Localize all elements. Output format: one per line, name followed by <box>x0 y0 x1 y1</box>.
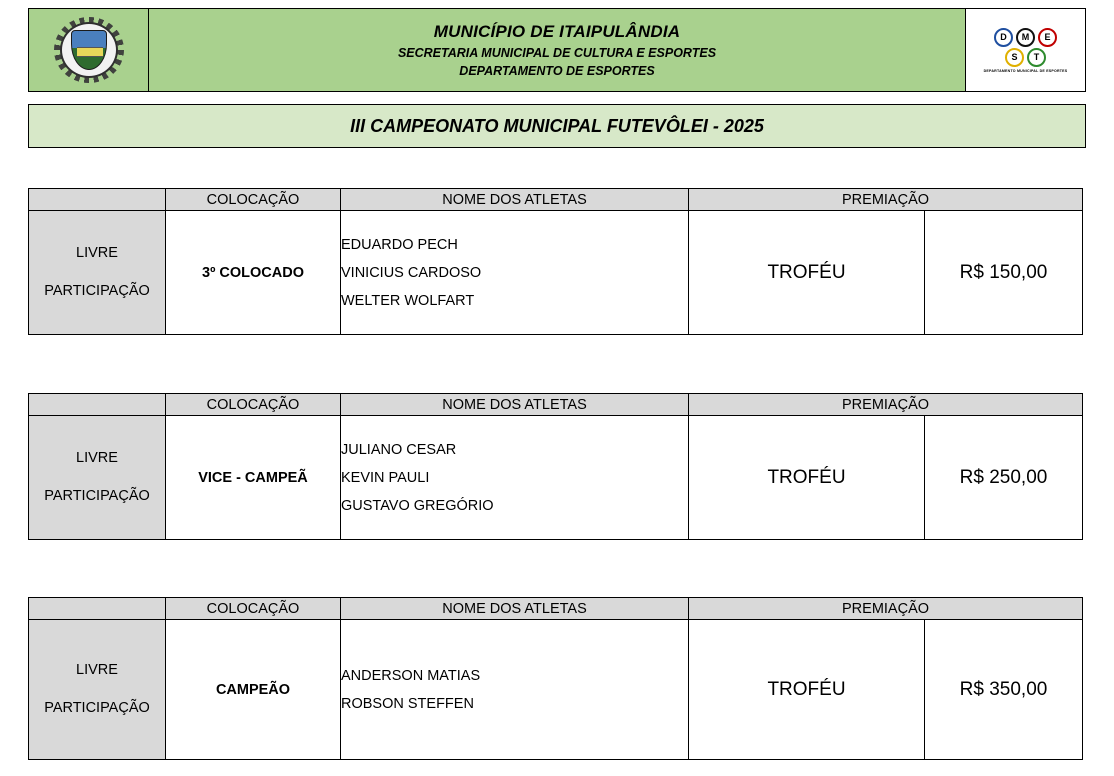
prize-cell: TROFÉU <box>689 620 925 760</box>
athlete-name: GUSTAVO GREGÓRIO <box>341 497 494 514</box>
result-block-third-place <box>28 188 1082 335</box>
participation-line-2: PARTICIPAÇÃO <box>44 699 150 716</box>
participation-line-1: LIVRE <box>76 449 118 466</box>
table-row <box>29 416 1083 540</box>
column-header-participation <box>29 598 166 620</box>
participation-cell <box>29 211 166 335</box>
athlete-name: EDUARDO PECH <box>341 236 458 253</box>
participation-line-2: PARTICIPAÇÃO <box>44 282 150 299</box>
dme-letter-t: T <box>1027 48 1046 67</box>
secretariat-name: SECRETARIA MUNICIPAL DE CULTURA E ESPORTES <box>397 46 717 60</box>
department-name: DEPARTAMENTO DE ESPORTES <box>459 64 655 78</box>
column-header-participation <box>29 189 166 211</box>
placement-cell: 3º COLOCADO <box>166 211 341 335</box>
athlete-name: ROBSON STEFFEN <box>341 695 474 712</box>
column-header-placement: COLOCAÇÃO <box>166 598 341 620</box>
column-header-athletes: NOME DOS ATLETAS <box>341 189 689 211</box>
athlete-name: VINICIUS CARDOSO <box>341 264 482 281</box>
column-header-prize: PREMIAÇÃO <box>689 598 1083 620</box>
placement-cell: VICE - CAMPEÃ <box>166 416 341 540</box>
result-table <box>28 393 1083 540</box>
result-block-champion <box>28 597 1082 760</box>
athlete-name: KEVIN PAULI <box>341 469 430 486</box>
column-header-placement: COLOCAÇÃO <box>166 189 341 211</box>
dme-letter-s: S <box>1005 48 1024 67</box>
participation-line-1: LIVRE <box>76 661 118 678</box>
table-row <box>29 211 1083 335</box>
placement-cell: CAMPEÃO <box>166 620 341 760</box>
participation-cell <box>29 620 166 760</box>
dme-letter-e: E <box>1038 28 1057 47</box>
dme-logo-caption: DEPARTAMENTO MUNICIPAL DE ESPORTES <box>983 68 1068 73</box>
column-header-placement: COLOCAÇÃO <box>166 394 341 416</box>
athletes-cell <box>341 620 689 760</box>
athletes-cell <box>341 211 689 335</box>
dme-letter-d: D <box>994 28 1013 47</box>
table-header-row <box>29 394 1083 416</box>
column-header-athletes: NOME DOS ATLETAS <box>341 598 689 620</box>
participation-line-2: PARTICIPAÇÃO <box>44 487 150 504</box>
table-header-row <box>29 598 1083 620</box>
result-table <box>28 188 1083 335</box>
athlete-name: WELTER WOLFART <box>341 292 475 309</box>
coat-of-arms-icon <box>29 9 149 91</box>
table-header-row <box>29 189 1083 211</box>
athletes-cell <box>341 416 689 540</box>
prize-value-cell: R$ 150,00 <box>925 211 1083 335</box>
dme-logo-icon <box>965 9 1085 91</box>
athlete-name: JULIANO CESAR <box>341 441 457 458</box>
prize-cell: TROFÉU <box>689 416 925 540</box>
prize-value-cell: R$ 250,00 <box>925 416 1083 540</box>
column-header-athletes: NOME DOS ATLETAS <box>341 394 689 416</box>
prize-cell: TROFÉU <box>689 211 925 335</box>
result-table <box>28 597 1083 760</box>
participation-line-1: LIVRE <box>76 244 118 261</box>
dme-letter-m: M <box>1016 28 1035 47</box>
result-block-runner-up <box>28 393 1082 540</box>
table-row <box>29 620 1083 760</box>
column-header-prize: PREMIAÇÃO <box>689 189 1083 211</box>
championship-title-text: III CAMPEONATO MUNICIPAL FUTEVÔLEI - 2025 <box>350 115 764 136</box>
prize-value-cell: R$ 350,00 <box>925 620 1083 760</box>
athlete-name: ANDERSON MATIAS <box>341 667 481 684</box>
document-header <box>28 8 1086 92</box>
column-header-prize: PREMIAÇÃO <box>689 394 1083 416</box>
championship-title <box>28 104 1086 148</box>
column-header-participation <box>29 394 166 416</box>
municipality-name: MUNICÍPIO DE ITAIPULÂNDIA <box>433 22 681 41</box>
participation-cell <box>29 416 166 540</box>
header-text-block <box>149 9 965 91</box>
